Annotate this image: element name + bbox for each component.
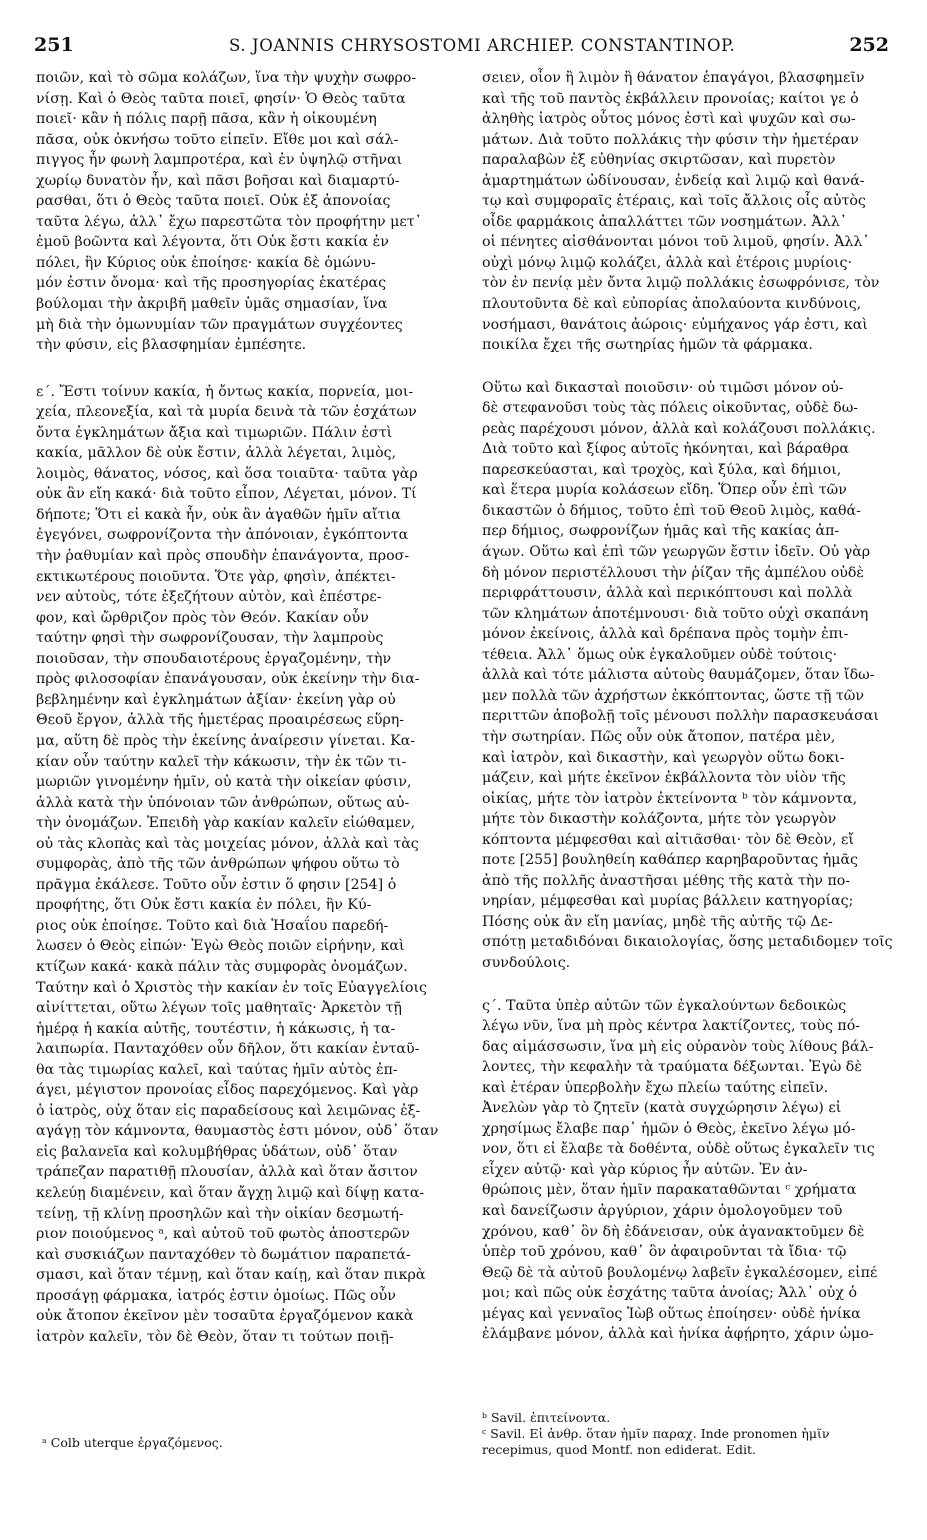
left-column (36, 68, 457, 1347)
left-paragraph-1: ποιῶν, καὶ τὸ σῶμα κολάζων, ἵνα τὴν ψυχὴν σωφρο- νίσῃ. Καὶ ὁ Θεὸς ταῦτα ποιεῖ, φησίν· Ὁ Θεὸς ταῦτα ποιεῖ· κἂν ἡ πόλις παρῇ πᾶσα, κἂν ἡ οἰκουμένη πᾶσα, οὐκ ὀκνήσω τοῦτο εἰπεῖν. Εἴθε μοι καὶ σάλ- πιγγος ἦν φωνὴ λαμπροτέρα, καὶ ἐν ὑψηλῷ στῆναι χωρίῳ δυνατὸν ἦν, καὶ πᾶσι βοῆσαι καὶ διαμαρτύ- ρασθαι, ὅτι ὁ Θεὸς ταῦτα ποιεῖ. Οὐκ ἐξ ἀπονοίας ταῦτα λέγω, ἀλλ᾽ ἔχω παρεστῶτα τὸν προφήτην μετ᾽ ἐμοῦ βοῶντα καὶ λέγοντα, ὅτι Οὐκ ἔστι κακία ἐν πόλει, ἣν Κύριος οὐκ ἐποίησε· κακία δὲ ὁμώνυ- μόν ἐστιν ὄνομα· καὶ τῆς προσηγορίας ἑκατέρας βούλομαι τὴν ἀκριβῆ μαθεῖν ὑμᾶς σημασίαν, ἵνα μὴ διὰ τὴν ὁμωνυμίαν τῶν πραγμάτων συγχέοντες τὴν φύσιν, εἰς βλασφημίαν ἐμπέσητε. (36, 70, 422, 354)
page-number-right: 252 (849, 34, 889, 56)
paragraph-gap (482, 356, 894, 378)
paragraph-gap (36, 356, 457, 382)
page-number-left: 251 (34, 34, 74, 56)
footnote-c: ᶜ Savil. Εἰ ἀνθρ. ὅταν ἡμῖν παραχ. Inde pronomen ἡμῖν recepimus, quod Montf. non ediderat. Edit. (482, 1426, 834, 1457)
footnotes-right (482, 1410, 894, 1458)
page-header (34, 34, 889, 62)
running-title: S. JOANNIS CHRYSOSTOMI ARCHIEP. CONSTANTINOP. (229, 36, 736, 55)
footnote-a: ᵃ Colb uterque ἐργαζόμενος. (42, 1435, 223, 1450)
right-column (482, 68, 894, 1345)
footnote-b: ᵇ Savil. ἐπιτείνοντα. (482, 1410, 611, 1425)
right-paragraph-2: Οὕτω καὶ δικασταὶ ποιοῦσιν· οὐ τιμῶσι μόνον οὐ- δὲ στεφανοῦσι τοὺς τὰς πόλεις οἰκοῦντας, οὐδὲ δω- ρεὰς παρέχουσι μόνον, ἀλλὰ καὶ κολάζουσι πολλάκις. Διὰ τοῦτο καὶ ξίφος αὐτοῖς ἠκόνηται, καὶ βάραθρα παρεσκεύασται, καὶ τροχὸς, καὶ ξύλα, καὶ δήμιοι, καὶ ἕτερα μυρία κολάσεων εἴδη. Ὅπερ οὖν ἐπὶ τῶν δικαστῶν ὁ δήμιος, τοῦτο ἐπὶ τοῦ Θεοῦ λιμὸς, καθά- περ δήμιος, σωφρονίζων ἡμᾶς καὶ τῆς κακίας ἀπ- άγων. Οὕτω καὶ ἐπὶ τῶν γεωργῶν ἔστιν ἰδεῖν. Οὐ γὰρ δὴ μόνον περιστέλλουσι τὴν ῥίζαν τῆς ἀμπέλου οὐδὲ περιφράττουσιν, ἀλλὰ καὶ περικόπτουσι καὶ πολλὰ τῶν κλημάτων ἀποτέμνουσι· διὰ τοῦτο οὐχὶ σκαπάνη μόνον ἐκείνοις, ἀλλὰ καὶ δρέπανα πρὸς τομὴν ἐπι- τέθεια. Ἀλλ᾽ ὅμως οὐκ ἐγκαλοῦμεν οὐδὲ τούτοις· ἀλλὰ καὶ τότε μάλιστα αὐτοὺς θαυμάζομεν, ὅταν ἴδω- μεν πολλὰ τῶν ἀχρήστων ἐκκόπτοντας, ὥστε τῇ τῶν περιττῶν ἀποβολῇ τοῖς μένουσι πολλὴν παρασκευάσαι τὴν σωτηρίαν. Πῶς οὖν οὐκ ἄτοπον, πατέρα μὲν, καὶ ἰατρὸν, καὶ δικαστὴν, καὶ γεωργὸν οὕτω δοκι- μάζειν, καὶ μήτε ἐκεῖνον ἐκβάλλοντα τὸν υἱὸν τῆς οἰκίας, μήτε τὸν ἰατρὸν ἐκτείνοντα ᵇ τὸν κάμνοντα, μήτε τὸν δικαστὴν κολάζοντα, μήτε τὸν γεωργὸν κόπτοντα μέμφεσθαι καὶ αἰτιᾶσθαι· τὸν δὲ Θεὸν, εἴ ποτε [255] βουληθείη καθάπερ καρηβαροῦντας ἡμᾶς ἀπὸ τῆς πολλῆς ἀναστῆσαι μέθης τῆς κατὰ τὴν πο- νηρίαν, μέμφεσθαι καὶ μυρίας βάλλειν κατηγορίας; Πόσης οὐκ ἂν εἴη μανίας, μηδὲ τῆς αὐτῆς τῷ Δε- σπότῃ μεταδιδόναι δικαιολογίας, ὅσης μεταδιδομεν τοῖς συνδούλοις. (482, 379, 893, 971)
right-paragraph-3: ς΄. Ταῦτα ὑπὲρ αὐτῶν τῶν ἐγκαλούντων δεδοικὼς λέγω νῦν, ἵνα μὴ πρὸς κέντρα λακτίζοντες, τοὺς πό- δας αἱμάσσωσιν, ἵνα μὴ εἰς οὐρανὸν τοὺς λίθους βάλ- λοντες, τὴν κεφαλὴν τὰ τραύματα δέξωνται. Ἐγὼ δὲ καὶ ἑτέραν ὑπερβολὴν ἔχω πλείω ταύτης εἰπεῖν. Ἀνελὼν γὰρ τὸ ζητεῖν (κατὰ συγχώρησιν λέγω) εἰ χρησίμως ἔλαβε παρ᾽ ἡμῶν ὁ Θεὸς, ἐκεῖνο λέγω μό- νον, ὅτι εἰ ἔλαβε τὰ δοθέντα, οὐδὲ οὕτως ἐγκαλεῖν τις εἶχεν αὐτῷ· καὶ γὰρ κύριος ἦν αὐτῶν. Ἐν ἀν- θρώποις μὲν, ὅταν ἡμῖν παρακαταθῶνται ᶜ χρήματα καὶ δανείζωσιν ἀργύριον, χάριν ὁμολογοῦμεν τοῦ χρόνου, καθ᾽ ὃν δὴ ἐδάνεισαν, οὐκ ἀγανακτοῦμεν δὲ ὑπὲρ τοῦ χρόνου, καθ᾽ ὃν ἀφαιροῦνται τὰ ἴδια· τῷ Θεῷ δὲ τὰ αὐτοῦ βουλομένῳ λαβεῖν ἐγκαλέσομεν, εἰπέ μοι; καὶ πῶς οὐκ ἐσχάτης ταῦτα ἀνοίας; Ἀλλ᾽ οὐχ ὁ μέγας καὶ γενναῖος Ἰὼβ οὕτως ἐποίησεν· οὐδὲ ἡνίκα ἐλάμβανε μόνον, ἀλλὰ καὶ ἡνίκα ἀφῄρητο, χάριν ὡμο- (482, 997, 878, 1343)
paragraph-gap (482, 974, 894, 996)
right-paragraph-1: σειεν, οἷον ἢ λιμὸν ἢ θάνατον ἐπαγάγοι, βλασφημεῖν καὶ τῆς τοῦ παντὸς ἐκβάλλειν προνοίας; καίτοι γε ὁ ἀληθὴς ἰατρὸς οὗτος μόνος ἐστὶ καὶ ψυχῶν καὶ σω- μάτων. Διὰ τοῦτο πολλάκις τὴν φύσιν τὴν ἡμετέραν παραλαβὼν ἐξ εὐθηνίας σκιρτῶσαν, καὶ πυρετὸν ἁμαρτημάτων ὠδίνουσαν, ἐνδείᾳ καὶ λιμῷ καὶ θανά- τῳ καὶ συμφοραῖς ἑτέραις, καὶ τοῖς ἄλλοις οἷς αὐτὸς οἶδε φαρμάκοις ἀπαλλάττει τῶν νοσημάτων. Ἀλλ᾽ οἱ πένητες αἰσθάνονται μόνοι τοῦ λιμοῦ, φησίν. Ἀλλ᾽ οὐχὶ μόνῳ λιμῷ κολάζει, ἀλλὰ καὶ ἑτέροις μυρίοις· τὸν ἐν πενίᾳ μὲν ὄντα λιμῷ πολλάκις ἐσωφρόνισε, τὸν πλουτοῦντα δὲ καὶ εὐπορίας ἀπολαύοντα κινδύνοις, νοσήμασι, θανάτοις ἀώροις· εὐμήχανος γάρ ἐστι, καὶ ποικίλα ἔχει τῆς σωτηρίας ἡμῶν τὰ φάρμακα. (482, 70, 880, 354)
left-paragraph-2: ε΄. Ἔστι τοίνυν κακία, ἡ ὄντως κακία, πορνεία, μοι- χεία, πλεονεξία, καὶ τὰ μυρία δεινὰ τὰ τῶν ἐσχάτων ὄντα ἐγκλημάτων ἄξια καὶ τιμωριῶν. Πάλιν ἐστὶ κακία, μᾶλλον δὲ οὐκ ἔστιν, ἀλλὰ λέγεται, λιμὸς, λοιμὸς, θάνατος, νόσος, καὶ ὅσα τοιαῦτα· ταῦτα γὰρ οὐκ ἂν εἴη κακά· διὰ τοῦτο εἶπον, Λέγεται, μόνον. Τί δήποτε; Ὅτι εἰ κακὰ ἦν, οὐκ ἂν ἀγαθῶν ἡμῖν αἴτια ἐγεγόνει, σωφρονίζοντα τὴν ἀπόνοιαν, ἐγκόπτοντα τὴν ῥαθυμίαν καὶ πρὸς σπουδὴν ἐπανάγοντα, προσ- εκτικωτέρους ποιοῦντα. Ὅτε γὰρ, φησὶν, ἀπέκτει- νεν αὐτοὺς, τότε ἐξεζήτουν αὐτὸν, καὶ ἐπέστρε- φον, καὶ ὤρθριζον πρὸς τὸν Θεόν. Κακίαν οὖν ταύτην φησὶ τὴν σωφρονίζουσαν, τὴν λαμπροὺς ποιοῦσαν, τὴν σπουδαιοτέρους ἐργαζομένην, τὴν πρὸς φιλοσοφίαν ἐπανάγουσαν, οὐκ ἐκείνην τὴν δια- βεβλημένην καὶ ἐγκλημάτων ἀξίαν· ἐκείνη γὰρ οὐ Θεοῦ ἔργον, ἀλλὰ τῆς ἡμετέρας προαιρέσεως εὕρη- μα, αὕτη δὲ πρὸς τὴν ἐκείνης ἀναίρεσιν γίνεται. Κα- κίαν οὖν ταύτην καλεῖ τὴν κάκωσιν, τὴν ἐκ τῶν τι- μωριῶν γινομένην ἡμῖν, οὐ κατὰ τὴν οἰκείαν φύσιν, ἀλλὰ κατὰ τὴν ὑπόνοιαν τῶν ἀνθρώπων, οὕτως αὐ- τὴν ὀνομάζων. Ἐπειδὴ γὰρ κακίαν καλεῖν εἰώθαμεν, οὐ τὰς κλοπὰς καὶ τὰς μοιχείας μόνον, ἀλλὰ καὶ τὰς συμφορὰς, ἀπὸ τῆς τῶν ἀνθρώπων ψήφου οὕτω τὸ πρᾶγμα ἐκάλεσε. Τοῦτο οὖν ἐστιν ὅ φησιν [254] ὁ προφήτης, ὅτι Οὐκ ἔστι κακία ἐν πόλει, ἣν Κύ- ριος οὐκ ἐποίησε. Τοῦτο καὶ διὰ Ἡσαΐου παρεδή- λωσεν ὁ Θεὸς εἰπών· Ἐγὼ Θεὸς ποιῶν εἰρήνην, καὶ κτίζων κακά· κακὰ πάλιν τὰς συμφορὰς ὀνομάζων. Ταύτην καὶ ὁ Χριστὸς τὴν κακίαν ἐν τοῖς Εὐαγγελίοις αἰνίττεται, οὕτω λέγων τοῖς μαθηταῖς· Ἀρκετὸν τῇ ἡμέρᾳ ἡ κακία αὐτῆς, τουτέστιν, ἡ κάκωσις, ἡ τα- λαιπωρία. Πανταχόθεν οὖν δῆλον, ὅτι κακίαν ἐνταῦ- θα τὰς τιμωρίας καλεῖ, καὶ ταύτας ἡμῖν αὐτὸς ἐπ- άγει, μέγιστον προνοίας εἶδος παρεχόμενος. Καὶ γὰρ ὁ ἰατρὸς, οὐχ ὅταν εἰς παραδείσους καὶ λειμῶνας ἐξ- αγάγῃ τὸν κάμνοντα, θαυμαστὸς ἐστι μόνον, οὐδ᾽ ὅταν εἰς βαλανεῖα καὶ κολυμβήθρας ὑδάτων, οὐδ᾽ ὅταν τράπεζαν παρατιθῇ πλουσίαν, ἀλλὰ καὶ ὅταν ἄσιτον κελεύῃ διαμένειν, καὶ ὅταν ἄγχῃ λιμῷ καὶ δίψῃ κατα- τείνῃ, τῇ κλίνῃ προσηλῶν καὶ τὴν οἰκίαν δεσμωτή- ριον ποιούμενος ᵃ, καὶ αὐτοῦ τοῦ φωτὸς ἀποστερῶν καὶ συσκιάζων πανταχόθεν τὸ δωμάτιον παραπετά- σμασι, καὶ ὅταν τέμνῃ, καὶ ὅταν καίῃ, καὶ ὅταν πικρὰ προσάγῃ φάρμακα, ἰατρός ἐστιν ὁμοίως. Πῶς οὖν οὐκ ἄτοπον ἐκεῖνον μὲν τοσαῦτα ἐργαζόμενον κακὰ ἰατρὸν καλεῖν, τὸν δὲ Θεὸν, ὅταν τι τούτων ποιῇ- (36, 383, 439, 1345)
